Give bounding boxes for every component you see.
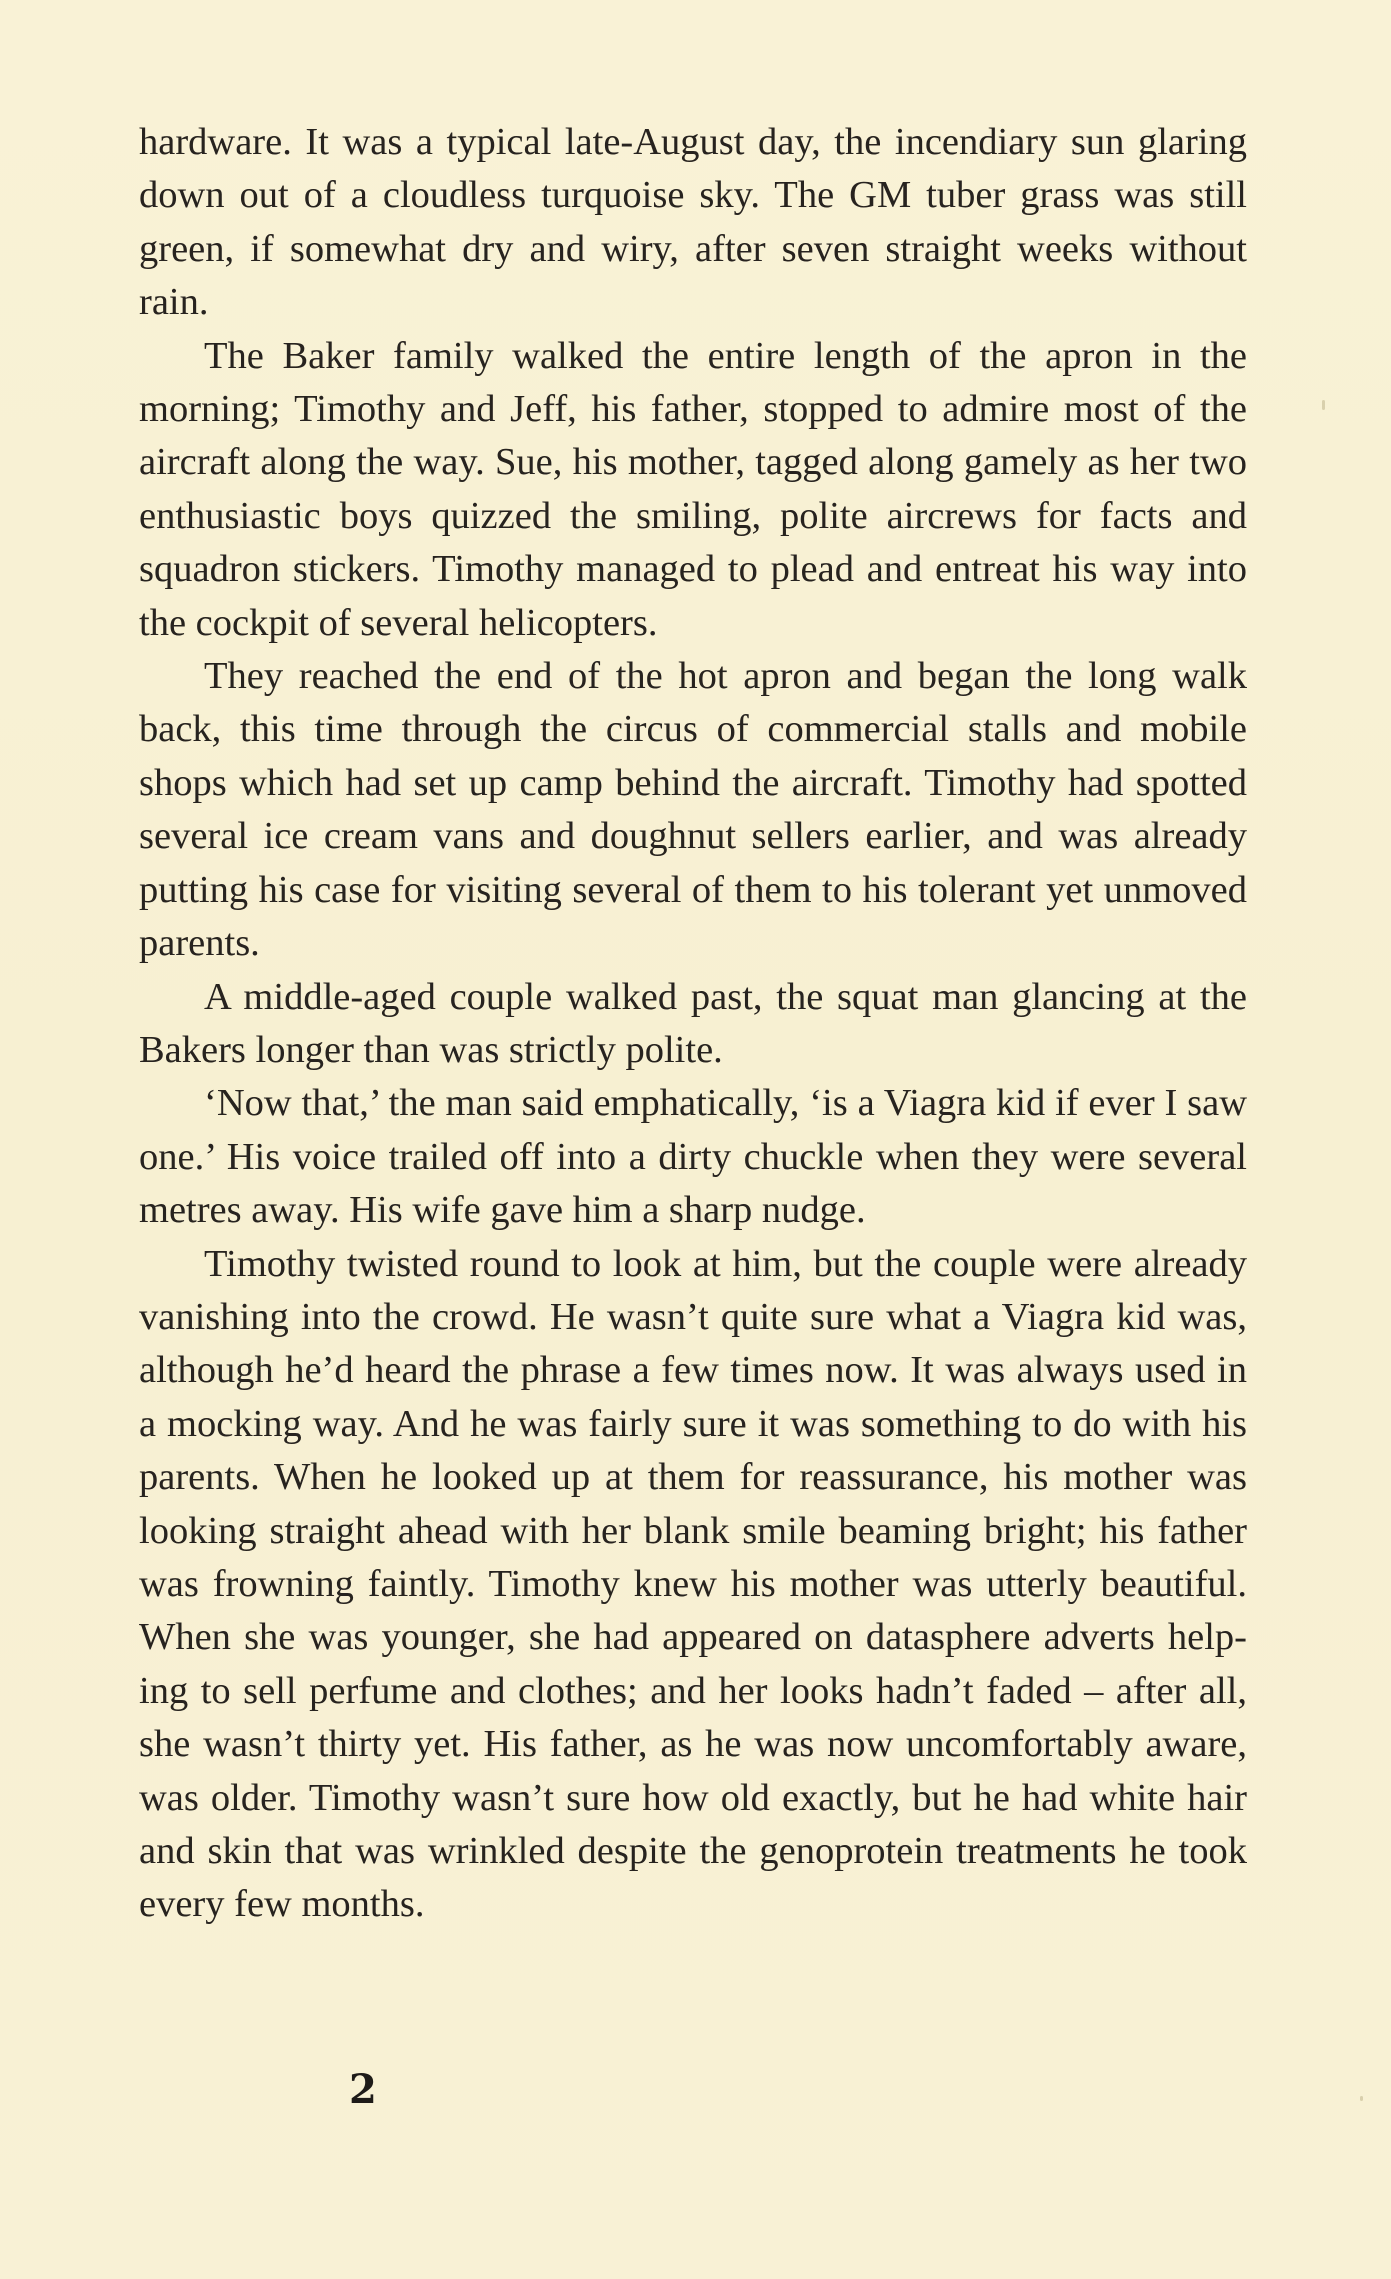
paper-speck: [1360, 2096, 1363, 2101]
page-number: 2: [349, 2066, 377, 2113]
paragraph: ‘Now that,’ the man said emphatically, ‘is a Viagra kid if ever I saw one.’ His voice trailed off into a dirty chuckle when they were several metres away. His wife gave him a sharp nudge.: [139, 1082, 1247, 1232]
paragraph: Timothy twisted round to look at him, but the couple were already vanishing into the crowd. He wasn’t quite sure what a Viagra kid was, although he’d heard the phrase a few times now. It was always used in a mocking way. And he was fairly sure it was something to do with his parents. When he looked up at them for reassurance, his mother was looking straight ahead with her blank smile beaming bright; his father was frowning faintly. Timothy knew his mother was utterly beautiful. When she was younger, she had appeared on datasphere adverts helping to sell perfume and clothes; and her looks hadn’t faded – after all, she wasn’t thirty yet. His father, as he was now uncomfortably aware, was older. Timothy wasn’t sure how old exactly, but he had white hair and skin that was wrinkled despite the genoprotein treatments he took every few months.: [139, 1242, 1247, 1926]
paragraph: hardware. It was a typical late-August day, the incendiary sun glaring down out of a cloudless turquoise sky. The GM tuber grass was still green, if somewhat dry and wiry, after seven straight weeks without rain.: [139, 121, 1247, 324]
body-text: [139, 116, 1247, 1932]
paragraph: They reached the end of the hot apron and began the long walk back, this time through the circus of commercial stalls and mobile shops which had set up camp behind the aircraft. Timothy had spotted several ice cream vans and doughnut sellers earlier, and was already putting his case for visiting several of them to his tolerant yet unmoved parents.: [139, 655, 1247, 965]
paragraph: The Baker family walked the entire length of the apron in the morning; Timothy and Jeff, his father, stopped to admire most of the aircraft along the way. Sue, his mother, tagged along gamely as her two enthusiastic boys quizzed the smiling, polite aircrews for facts and squadron stickers. Timothy managed to plead and entreat his way into the cockpit of several helicopters.: [139, 334, 1247, 644]
paper-speck: [1322, 400, 1325, 410]
paragraph: A middle-aged couple walked past, the squat man glancing at the Bakers longer than was strictly polite.: [139, 975, 1247, 1071]
